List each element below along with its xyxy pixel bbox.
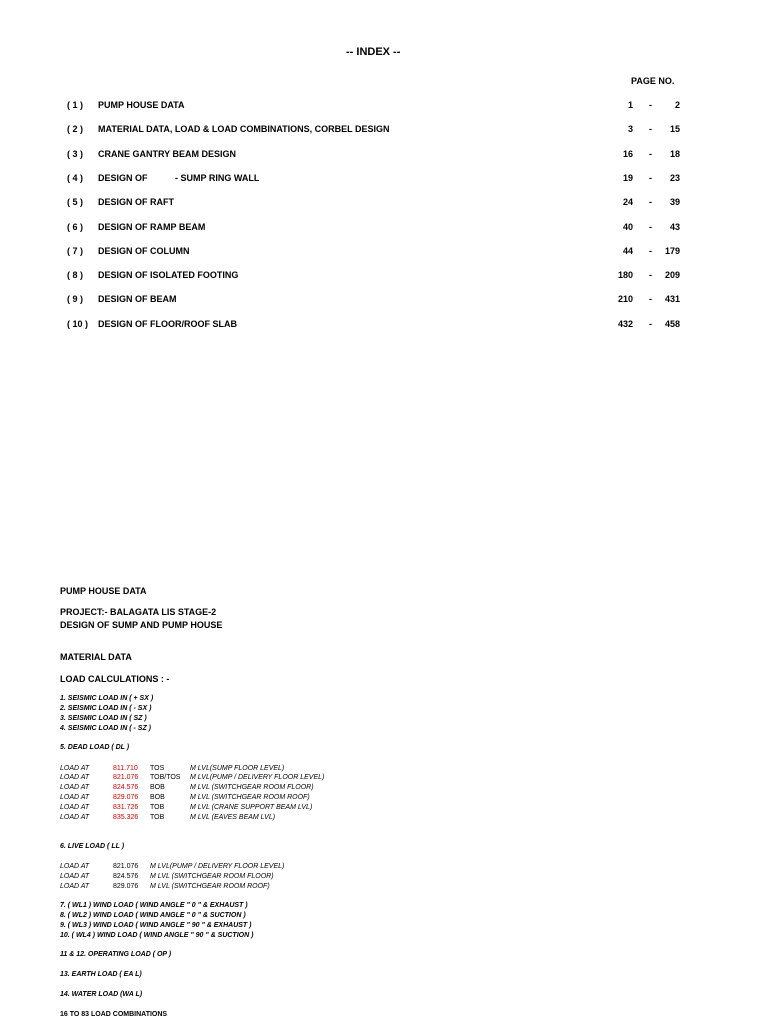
live-row-value: 824.576 [113,873,139,880]
load-calculations-heading: LOAD CALCULATIONS : - [60,674,170,684]
dead-row-label: LOAD AT [60,784,90,791]
index-item-dash: - [649,270,652,281]
index-item-page-from: 180 [617,270,633,281]
index-item-number: ( 10 ) [67,318,89,329]
index-item-title: DESIGN OF COLUMN [98,245,190,256]
dead-row-value: 821.076 [113,774,139,781]
seismic-load-1: 1. SEISMIC LOAD IN ( + SX ) [60,695,154,702]
live-row-desc: M LVL (SWITCHGEAR ROOM FLOOR) [150,873,274,880]
live-row-label: LOAD AT [60,883,90,890]
design-line: DESIGN OF SUMP AND PUMP HOUSE [60,620,223,630]
index-item-page-from: 3 [627,124,633,135]
index-item-page-from: 40 [622,221,633,232]
index-item-page-to: 209 [664,270,680,281]
pump-house-data-heading: PUMP HOUSE DATA [60,586,147,596]
index-item-number: ( 1 ) [67,100,84,110]
seismic-load-4: 4. SEISMIC LOAD IN ( - SZ ) [60,725,152,732]
dead-row-label: LOAD AT [60,814,90,821]
index-item-title: DESIGN OF BEAM [98,294,177,305]
dead-row-value: 824.576 [113,784,139,791]
dead-row-value: 829.076 [113,794,139,801]
dead-row-code: TOB [150,804,165,811]
material-data-heading: MATERIAL DATA [60,652,132,662]
index-item-page-to: 2 [674,100,680,110]
seismic-load-3: 3. SEISMIC LOAD IN ( SZ ) [60,715,147,722]
dead-row-desc: M LVL (EAVES BEAM LVL) [190,814,276,821]
dead-row-label: LOAD AT [60,804,90,811]
index-item-page-to: 458 [664,318,680,329]
index-title: -- INDEX -- [346,46,401,58]
index-item-title: DESIGN OF RAMP BEAM [98,221,206,232]
index-item-title: CRANE GANTRY BEAM DESIGN [98,148,237,159]
dead-row-code: TOB/TOS [150,774,181,781]
index-item-number: ( 3 ) [67,148,84,159]
index-item-page-from: 24 [622,197,633,208]
index-item-page-to: 15 [669,124,680,135]
index-item-page-from: 210 [617,294,633,305]
seismic-load-2: 2. SEISMIC LOAD IN ( - SX ) [60,705,152,712]
live-row-label: LOAD AT [60,863,90,870]
index-item-page-to: 43 [669,221,680,232]
index-item-dash: - [649,197,652,208]
dead-row-desc: M LVL(PUMP / DELIVERY FLOOR LEVEL) [190,774,325,781]
dead-row-desc: M LVL(SUMP FLOOR LEVEL) [190,765,285,772]
index-item-page-to: 179 [664,245,680,256]
index-item-number: ( 9 ) [67,294,84,305]
dead-row-code: BOB [150,794,165,801]
dead-row-desc: M LVL (SWITCHGEAR ROOM FLOOR) [190,784,314,791]
earth-load: 13. EARTH LOAD ( EA L) [60,971,142,978]
index-item-page-from: 44 [622,245,633,256]
dead-row-label: LOAD AT [60,765,90,772]
index-item-number: ( 6 ) [67,221,84,232]
dead-row-label: LOAD AT [60,774,90,781]
index-item-page-from: 16 [622,148,633,159]
index-item-number: ( 4 ) [67,172,84,183]
live-row-desc: M LVL(PUMP / DELIVERY FLOOR LEVEL) [150,863,285,870]
page-no-header: PAGE NO. [631,76,675,86]
index-item-dash: - [649,124,652,135]
index-item-page-from: 1 [627,100,633,110]
live-load-heading: 6. LIVE LOAD ( LL ) [60,843,125,850]
index-item-page-to: 431 [664,294,680,305]
dead-row-value: 835.326 [113,814,139,821]
dead-row-label: LOAD AT [60,794,90,801]
index-item-number: ( 8 ) [67,270,84,281]
operating-load: 11 & 12. OPERATING LOAD ( OP ) [60,951,172,958]
index-item-dash: - [649,245,652,256]
water-load: 14. WATER LOAD (WA L) [60,991,143,998]
dead-row-code: BOB [150,784,165,791]
dead-row-desc: M LVL (CRANE SUPPORT BEAM LVL) [190,804,313,811]
index-item-dash: - [649,318,652,329]
index-item-dash: - [649,221,652,232]
wind-load-4: 10. ( WL4 ) WIND LOAD ( WIND ANGLE " 90 " & SUCTION ) [60,932,254,939]
dead-row-code: TOS [150,765,165,772]
index-item-title: DESIGN OF RAFT [98,197,174,208]
live-row-value: 821.076 [113,863,139,870]
dead-row-code: TOB [150,814,165,821]
index-item-page-to: 39 [669,197,680,208]
index-item-title: DESIGN OF ISOLATED FOOTING [98,270,239,281]
live-row-value: 829.076 [113,883,139,890]
dead-row-value: 811.710 [113,765,138,772]
dead-row-desc: M LVL (SWITCHGEAR ROOM ROOF) [190,794,310,801]
index-item-page-from: 432 [617,318,633,329]
index-item-title: PUMP HOUSE DATA [98,100,185,110]
load-combinations: 16 TO 83 LOAD COMBINATIONS [60,1011,168,1018]
project-line: PROJECT:- BALAGATA LIS STAGE-2 [60,607,217,617]
index-item-dash: - [649,294,652,305]
index-item-page-to: 18 [669,148,680,159]
dead-row-value: 831.726 [113,804,139,811]
wind-load-2: 8. ( WL2 ) WIND LOAD ( WIND ANGLE " 0 " & SUCTION ) [60,912,246,919]
live-row-label: LOAD AT [60,873,90,880]
index-item-dash: - [649,100,652,110]
wind-load-1: 7. ( WL1 ) WIND LOAD ( WIND ANGLE " 0 " & EXHAUST ) [60,902,248,909]
index-item-number: ( 5 ) [67,197,84,208]
index-item-page-from: 19 [622,172,633,183]
index-item-title: DESIGN OF FLOOR/ROOF SLAB [98,318,237,329]
dead-load-heading: 5. DEAD LOAD ( DL ) [60,744,130,751]
index-item-page-to: 23 [669,172,680,183]
index-item-number: ( 7 ) [67,245,84,256]
live-row-desc: M LVL (SWITCHGEAR ROOM ROOF) [150,883,270,890]
wind-load-3: 9. ( WL3 ) WIND LOAD ( WIND ANGLE " 90 " & EXHAUST ) [60,922,252,929]
index-item-dash: - [649,172,652,183]
index-item-title: DESIGN OF - SUMP RING WALL [98,172,260,183]
index-item-number: ( 2 ) [67,124,84,135]
index-item-dash: - [649,148,652,159]
index-item-title: MATERIAL DATA, LOAD & LOAD COMBINATIONS, CORBEL DESIGN [98,124,390,135]
